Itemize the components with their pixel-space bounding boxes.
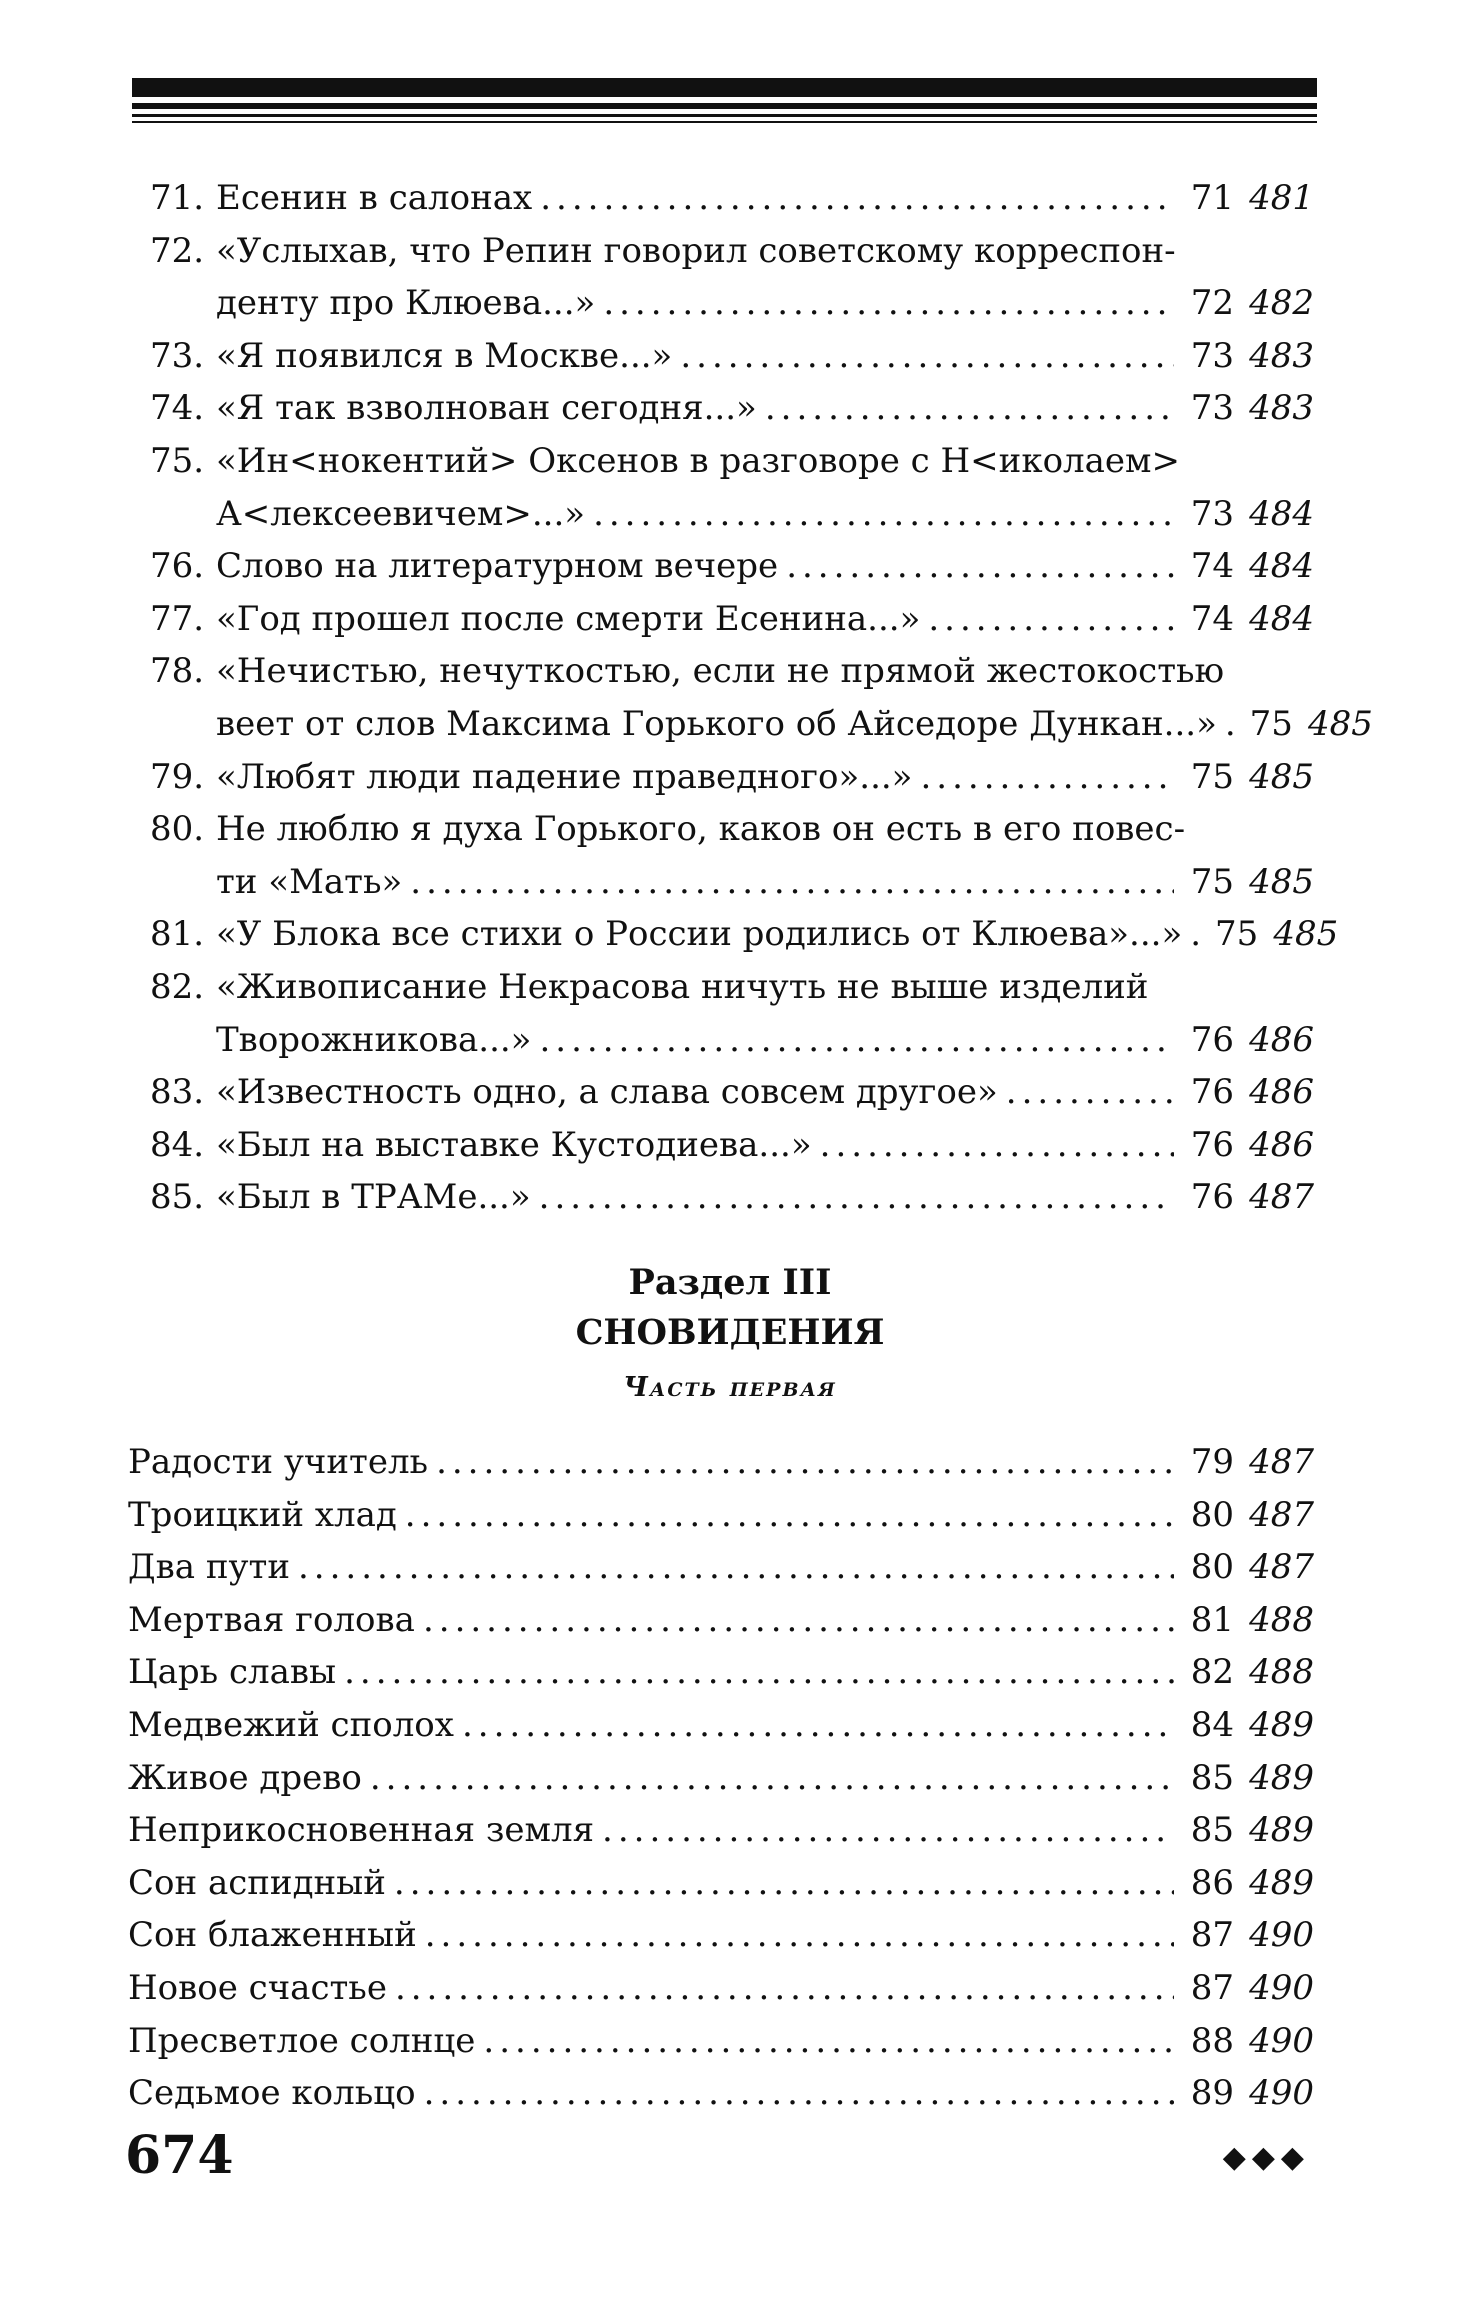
toc-entry-title: Творожникова...» bbox=[216, 1019, 532, 1060]
entry-number: 73. bbox=[150, 335, 205, 376]
toc-entry-title: «Известность одно, а слава совсем другое» bbox=[216, 1072, 998, 1113]
toc-line bbox=[216, 593, 1314, 646]
text-page-number: 76 bbox=[1190, 1072, 1234, 1113]
entry-number: 72. bbox=[150, 230, 205, 271]
commentary-page-number: 485 bbox=[1249, 756, 1314, 797]
toc-row bbox=[150, 225, 1314, 278]
toc-line bbox=[216, 225, 1314, 278]
dot-leader bbox=[585, 488, 1174, 541]
toc-line bbox=[216, 488, 1314, 541]
toc-entry-title: А<лексеевичем>...» bbox=[216, 493, 586, 534]
toc-line bbox=[216, 856, 1314, 909]
rule-hairline bbox=[132, 121, 1317, 123]
toc-line bbox=[216, 382, 1314, 435]
dot-leader bbox=[402, 856, 1174, 909]
commentary-page-number: 486 bbox=[1249, 1072, 1314, 1113]
toc-row bbox=[128, 1857, 1314, 1910]
dot-leader bbox=[397, 1489, 1174, 1542]
toc-entry-title: веет от слов Максима Горького об Айседоре Дункан...» bbox=[216, 703, 1217, 744]
toc-entry-title: «Я так взволнован сегодня...» bbox=[216, 388, 757, 429]
toc-entry-title: «Я появился в Москве...» bbox=[216, 335, 673, 376]
toc-entry-title: «Год прошел после смерти Есенина...» bbox=[216, 598, 921, 639]
toc-row bbox=[128, 1909, 1314, 1962]
dot-leader bbox=[428, 1436, 1174, 1489]
toc-row bbox=[150, 488, 1314, 541]
toc-line bbox=[128, 1699, 1314, 1752]
toc-entry-title: «Любят люди падение праведного»...» bbox=[216, 756, 913, 797]
toc-line bbox=[128, 1541, 1314, 1594]
header-rules bbox=[132, 78, 1317, 123]
text-page-number: 75 bbox=[1190, 756, 1234, 797]
text-page-number: 86 bbox=[1190, 1862, 1234, 1903]
text-page-number: 75 bbox=[1249, 703, 1293, 744]
commentary-page-number: 488 bbox=[1249, 1652, 1314, 1693]
toc-line bbox=[216, 698, 1373, 751]
commentary-page-number: 486 bbox=[1249, 1124, 1314, 1165]
toc-line bbox=[128, 1436, 1314, 1489]
toc-entry-title: «Нечистью, нечуткостью, если не прямой жестокостью bbox=[216, 651, 1225, 692]
toc-row bbox=[150, 1171, 1314, 1224]
text-page-number: 75 bbox=[1190, 861, 1234, 902]
page-number: 674 bbox=[125, 2125, 234, 2186]
toc-entry-title: Мертвая голова bbox=[128, 1599, 415, 1640]
dot-leader bbox=[475, 2015, 1174, 2068]
toc-numbered-list bbox=[150, 172, 1373, 1224]
dot-leader bbox=[594, 1804, 1174, 1857]
part-title: Часть первая bbox=[623, 1372, 837, 1403]
commentary-page-number: 488 bbox=[1249, 1599, 1314, 1640]
toc-row bbox=[150, 751, 1314, 804]
entry-number: 79. bbox=[150, 756, 205, 797]
entry-number: 78. bbox=[150, 651, 205, 692]
toc-line bbox=[128, 1909, 1314, 1962]
entry-number: 85. bbox=[150, 1177, 205, 1218]
toc-line bbox=[128, 1752, 1314, 1805]
commentary-page-number: 489 bbox=[1249, 1810, 1314, 1851]
toc-entry-title: «Был на выставке Кустодиева...» bbox=[216, 1124, 812, 1165]
toc-row bbox=[128, 1436, 1314, 1489]
toc-row bbox=[150, 382, 1314, 435]
text-page-number: 75 bbox=[1215, 914, 1259, 955]
dot-leader bbox=[1217, 698, 1233, 751]
toc-entry-title: Седьмое кольцо bbox=[128, 2073, 416, 2114]
toc-entry-title: ти «Мать» bbox=[216, 861, 403, 902]
dot-leader bbox=[416, 2067, 1174, 2120]
toc-entry-title: Медвежий сполох bbox=[128, 1704, 454, 1745]
toc-line bbox=[216, 1066, 1314, 1119]
commentary-page-number: 483 bbox=[1249, 388, 1314, 429]
text-page-number: 76 bbox=[1190, 1177, 1234, 1218]
entry-number: 71. bbox=[150, 178, 205, 218]
entry-number: 80. bbox=[150, 809, 205, 850]
commentary-page-number: 485 bbox=[1273, 914, 1339, 955]
toc-line bbox=[216, 1171, 1314, 1224]
commentary-page-number: 484 bbox=[1249, 546, 1314, 587]
toc-entry-title: Сон аспидный bbox=[128, 1862, 386, 1903]
text-page-number: 76 bbox=[1190, 1124, 1234, 1165]
toc-entry-title: «Ин<нокентий> Оксенов в разговоре с Н<иколаем> bbox=[216, 440, 1180, 481]
toc-line bbox=[216, 1014, 1314, 1067]
commentary-page-number: 490 bbox=[1249, 1915, 1314, 1956]
toc-line bbox=[128, 1489, 1314, 1542]
toc-line bbox=[216, 908, 1339, 961]
text-page-number: 79 bbox=[1190, 1442, 1234, 1482]
commentary-page-number: 485 bbox=[1249, 861, 1314, 902]
toc-entry-title: «Услыхав, что Репин говорил советскому корреспон- bbox=[216, 230, 1176, 271]
commentary-page-number: 484 bbox=[1249, 493, 1314, 534]
toc-line bbox=[216, 540, 1314, 593]
dot-leader bbox=[415, 1594, 1174, 1647]
text-page-number: 88 bbox=[1190, 2020, 1234, 2061]
toc-row bbox=[150, 172, 1314, 225]
toc-row bbox=[128, 2015, 1314, 2068]
toc-line bbox=[128, 2067, 1314, 2120]
text-page-number: 73 bbox=[1190, 493, 1234, 534]
commentary-page-number: 489 bbox=[1249, 1862, 1314, 1903]
toc-row bbox=[150, 1066, 1314, 1119]
toc-row bbox=[150, 1119, 1314, 1172]
dot-leader bbox=[1182, 908, 1198, 961]
toc-entry-title: Слово на литературном вечере bbox=[216, 546, 779, 587]
text-page-number: 85 bbox=[1190, 1757, 1234, 1798]
text-page-number: 71 bbox=[1190, 178, 1234, 218]
toc-row bbox=[128, 1699, 1314, 1752]
toc-row bbox=[150, 540, 1314, 593]
diamond-ornament-icon: ◆◆◆ bbox=[1222, 2140, 1310, 2175]
toc-entry-title: Сон блаженный bbox=[128, 1915, 417, 1956]
section-title: СНОВИДЕНИЯ bbox=[575, 1312, 885, 1353]
toc-part-list bbox=[128, 1436, 1314, 2120]
commentary-page-number: 490 bbox=[1249, 2020, 1314, 2061]
toc-row bbox=[150, 645, 1314, 698]
text-page-number: 73 bbox=[1190, 388, 1234, 429]
toc-line bbox=[216, 330, 1314, 383]
toc-entry-title: Есенин в салонах bbox=[216, 178, 533, 218]
toc-entry-title: Неприкосновенная земля bbox=[128, 1810, 595, 1851]
toc-row bbox=[128, 1489, 1314, 1542]
dot-leader bbox=[778, 540, 1174, 593]
toc-row bbox=[150, 277, 1314, 330]
commentary-page-number: 483 bbox=[1249, 335, 1314, 376]
text-page-number: 76 bbox=[1190, 1019, 1234, 1060]
toc-line bbox=[128, 1804, 1314, 1857]
toc-row bbox=[150, 1014, 1314, 1067]
entry-number: 77. bbox=[150, 598, 205, 639]
commentary-page-number: 487 bbox=[1249, 1547, 1314, 1588]
dot-leader bbox=[531, 1014, 1174, 1067]
toc-entry-title: Троицкий хлад bbox=[128, 1494, 397, 1535]
commentary-page-number: 481 bbox=[1249, 178, 1314, 218]
toc-entry-title: Радости учитель bbox=[128, 1442, 429, 1482]
commentary-page-number: 489 bbox=[1249, 1757, 1314, 1798]
commentary-page-number: 490 bbox=[1249, 2073, 1314, 2114]
toc-row bbox=[128, 1804, 1314, 1857]
toc-line bbox=[128, 2015, 1314, 2068]
entry-number: 75. bbox=[150, 440, 205, 481]
dot-leader bbox=[362, 1752, 1174, 1805]
toc-entry-title: Новое счастье bbox=[128, 1967, 387, 2008]
toc-entry-title: «У Блока все стихи о России родились от Клюева»...» bbox=[216, 914, 1183, 955]
entry-number: 76. bbox=[150, 546, 205, 587]
toc-row bbox=[150, 698, 1373, 751]
text-page-number: 87 bbox=[1190, 1915, 1234, 1956]
commentary-page-number: 490 bbox=[1249, 1967, 1314, 2008]
toc-row bbox=[150, 330, 1314, 383]
dot-leader bbox=[672, 330, 1174, 383]
text-page-number: 89 bbox=[1190, 2073, 1234, 2114]
section-label: Раздел III bbox=[628, 1262, 832, 1303]
toc-row bbox=[128, 1541, 1314, 1594]
toc-row bbox=[128, 1752, 1314, 1805]
toc-line bbox=[216, 435, 1314, 488]
entry-number: 74. bbox=[150, 388, 205, 429]
toc-line bbox=[128, 1594, 1314, 1647]
dot-leader bbox=[812, 1119, 1174, 1172]
text-page-number: 80 bbox=[1190, 1494, 1234, 1535]
commentary-page-number: 487 bbox=[1249, 1442, 1314, 1482]
dot-leader bbox=[336, 1646, 1174, 1699]
toc-entry-title: Два пути bbox=[128, 1547, 290, 1588]
toc-entry-title: «Живописание Некрасова ничуть не выше изделий bbox=[216, 966, 1149, 1007]
toc-line bbox=[216, 645, 1314, 698]
entry-number: 83. bbox=[150, 1072, 205, 1113]
text-page-number: 81 bbox=[1190, 1599, 1234, 1640]
rule-thick bbox=[132, 78, 1317, 97]
commentary-page-number: 487 bbox=[1249, 1494, 1314, 1535]
commentary-page-number: 482 bbox=[1249, 283, 1314, 324]
toc-line bbox=[216, 172, 1314, 225]
commentary-page-number: 486 bbox=[1249, 1019, 1314, 1060]
toc-entry-title: Царь славы bbox=[128, 1652, 337, 1693]
toc-row bbox=[150, 908, 1339, 961]
dot-leader bbox=[998, 1066, 1174, 1119]
commentary-page-number: 489 bbox=[1249, 1704, 1314, 1745]
toc-row bbox=[150, 803, 1314, 856]
dot-leader bbox=[532, 172, 1174, 225]
toc-entry-title: денту про Клюева...» bbox=[216, 283, 596, 324]
dot-leader bbox=[757, 382, 1174, 435]
text-page-number: 85 bbox=[1190, 1810, 1234, 1851]
text-page-number: 87 bbox=[1190, 1967, 1234, 2008]
text-page-number: 82 bbox=[1190, 1652, 1234, 1693]
toc-row bbox=[150, 593, 1314, 646]
text-page-number: 72 bbox=[1190, 283, 1234, 324]
toc-line bbox=[128, 1646, 1314, 1699]
toc-entry-title: «Был в ТРАМе...» bbox=[216, 1177, 531, 1218]
dot-leader bbox=[913, 751, 1175, 804]
toc-line bbox=[216, 803, 1314, 856]
text-page-number: 74 bbox=[1190, 598, 1234, 639]
toc-row bbox=[128, 2067, 1314, 2120]
toc-row bbox=[150, 856, 1314, 909]
text-page-number: 73 bbox=[1190, 335, 1234, 376]
toc-line bbox=[216, 961, 1314, 1014]
toc-row bbox=[128, 1594, 1314, 1647]
toc-entry-title: Не люблю я духа Горького, каков он есть в его повес- bbox=[216, 809, 1186, 850]
dot-leader bbox=[386, 1857, 1174, 1910]
toc-line bbox=[128, 1962, 1314, 2015]
toc-row bbox=[128, 1646, 1314, 1699]
dot-leader bbox=[454, 1699, 1174, 1752]
entry-number: 81. bbox=[150, 914, 205, 955]
entry-number: 84. bbox=[150, 1124, 205, 1165]
toc-line bbox=[128, 1857, 1314, 1910]
dot-leader bbox=[387, 1962, 1174, 2015]
dot-leader bbox=[595, 277, 1174, 330]
text-page-number: 74 bbox=[1190, 546, 1234, 587]
dot-leader bbox=[290, 1541, 1174, 1594]
toc-row bbox=[150, 435, 1314, 488]
commentary-page-number: 485 bbox=[1308, 703, 1373, 744]
dot-leader bbox=[920, 593, 1174, 646]
entry-number: 82. bbox=[150, 966, 205, 1007]
dot-leader bbox=[417, 1909, 1174, 1962]
text-page-number: 84 bbox=[1190, 1704, 1234, 1745]
dot-leader bbox=[531, 1171, 1174, 1224]
commentary-page-number: 484 bbox=[1249, 598, 1314, 639]
toc-line bbox=[216, 1119, 1314, 1172]
toc-row bbox=[150, 961, 1314, 1014]
toc-line bbox=[216, 751, 1314, 804]
toc-entry-title: Живое древо bbox=[128, 1757, 362, 1798]
toc-line bbox=[216, 277, 1314, 330]
toc-row bbox=[128, 1962, 1314, 2015]
toc-entry-title: Пресветлое солнце bbox=[128, 2020, 476, 2061]
text-page-number: 80 bbox=[1190, 1547, 1234, 1588]
commentary-page-number: 487 bbox=[1249, 1177, 1314, 1218]
